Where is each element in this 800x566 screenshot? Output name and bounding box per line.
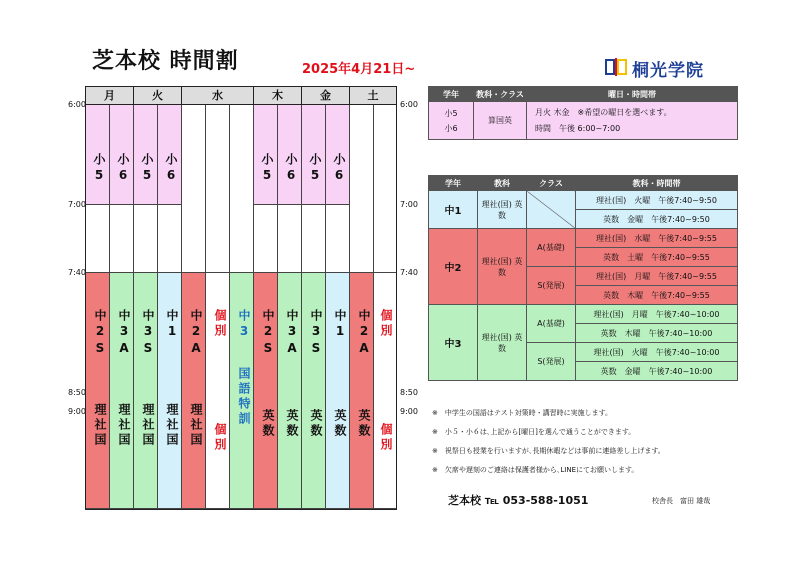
header-grade: 学年 [429, 87, 474, 102]
grade-chu3: 中3 [429, 305, 478, 381]
class-sat-1: 中2A 英数 [350, 273, 374, 509]
class-fri-1: 中3S 英数 [302, 273, 326, 509]
schedule-row: 理社(国) 水曜 午後7:40~9:55 [576, 229, 738, 248]
class-thu-2: 中3A 英数 [278, 273, 302, 509]
book-logo-icon [604, 56, 628, 78]
note-item: ※ 欠席や遅刻のご連絡は保護者様から､LINEにてお願いします。 [432, 466, 639, 474]
subject-chu2: 理社(国) 英数 [478, 229, 527, 305]
class-blank [527, 191, 576, 229]
empty-cell [254, 205, 278, 273]
subject-chu3: 理社(国) 英数 [478, 305, 527, 381]
class-tue-1: 中3S 理社国 [134, 273, 158, 509]
schedule-row: 英数 金曜 午後7:40~9:50 [576, 210, 738, 229]
empty-cell [350, 105, 374, 273]
elem-thu-2: 小6 [278, 105, 302, 205]
time-label-8-50: 8:50 [68, 388, 86, 397]
header-subject-class: 教科・クラス [474, 87, 527, 102]
day-header-fri: 金 [302, 87, 350, 105]
class-wed-1: 中2A 理社国 [182, 273, 206, 509]
day-header-sat: 土 [350, 87, 396, 105]
elem-thu-1: 小5 [254, 105, 278, 205]
logo-text: 桐光学院 [632, 61, 704, 81]
empty-cell [134, 205, 158, 273]
time-label-8-50: 8:50 [400, 388, 418, 397]
empty-cell [374, 105, 396, 273]
class-tue-2: 中1 理社国 [158, 273, 182, 509]
subject-chu1: 理社(国) 英数 [478, 191, 527, 229]
header-day-time: 曜日・時間帯 [527, 87, 738, 102]
grade-cell: 小5 小6 [429, 102, 474, 140]
class-a-basic: A(基礎) [527, 305, 576, 343]
day-header-tue: 火 [134, 87, 182, 105]
elem-tue-2: 小6 [158, 105, 182, 205]
empty-cell [230, 105, 254, 273]
note-item: ※ 中学生の国語はテスト対策時・講習時に実施します。 [432, 409, 613, 417]
note-item: ※ 小５・小６は､上記から[曜日]を選んで通うことができます。 [432, 428, 636, 436]
class-thu-1: 中2S 英数 [254, 273, 278, 509]
empty-cell [302, 205, 326, 273]
schedule-row: 理社(国) 火曜 午後7:40~9:50 [576, 191, 738, 210]
time-label-7-40: 7:40 [400, 268, 418, 277]
weekly-timetable [85, 86, 397, 510]
day-header-wed: 水 [182, 87, 254, 105]
contact-info: 芝本校 ℡ 053-588-1051 [448, 494, 589, 507]
empty-cell [206, 105, 230, 273]
elem-fri-2: 小6 [326, 105, 350, 205]
header-subject: 教科 [478, 176, 527, 191]
class-s-advanced: S(発展) [527, 343, 576, 381]
subject-cell: 算国英 [474, 102, 527, 140]
class-mon-2: 中3A 理社国 [110, 273, 134, 509]
middle-school-schedule-table [428, 175, 738, 381]
empty-cell [86, 205, 110, 273]
class-wed-3: 中3 国語特訓 [230, 273, 254, 509]
grade-chu1: 中1 [429, 191, 478, 229]
class-sat-2: 個別 個別 [374, 273, 396, 509]
principal-name: 校舎長 富田 雄哉 [652, 497, 711, 505]
elem-mon-2: 小6 [110, 105, 134, 205]
schedule-row: 理社(国) 月曜 午後7:40~9:55 [576, 267, 738, 286]
empty-cell [182, 105, 206, 273]
school-logo [604, 54, 732, 80]
header-subject-time: 教科・時間帯 [576, 176, 738, 191]
class-wed-2: 個別 個別 [206, 273, 230, 509]
schedule-row: 理社(国) 火曜 午後7:40~10:00 [576, 343, 738, 362]
class-fri-2: 中1 英数 [326, 273, 350, 509]
elem-fri-1: 小5 [302, 105, 326, 205]
time-label-7-00: 7:00 [68, 200, 86, 209]
elem-tue-1: 小5 [134, 105, 158, 205]
day-time-cell: 月火 木金 ※希望の曜日を選べます。 時間 午後 6:00~7:00 [527, 102, 738, 140]
class-a-basic: A(基礎) [527, 229, 576, 267]
day-header-mon: 月 [86, 87, 134, 105]
empty-cell [110, 205, 134, 273]
time-label-6-00: 6:00 [68, 100, 86, 109]
day-header-thu: 木 [254, 87, 302, 105]
schedule-row: 理社(国) 月曜 午後7:40~10:00 [576, 305, 738, 324]
time-label-9-00: 9:00 [400, 407, 418, 416]
notes-list [432, 404, 665, 480]
schedule-row: 英数 木曜 午後7:40~9:55 [576, 286, 738, 305]
elem-mon-1: 小5 [86, 105, 110, 205]
empty-cell [158, 205, 182, 273]
class-mon-1: 中2S 理社国 [86, 273, 110, 509]
page-title: 芝本校 時間割 [92, 49, 239, 74]
empty-cell [278, 205, 302, 273]
elementary-schedule-table [428, 86, 738, 140]
note-item: ※ 祝祭日も授業を行いますが､長期休暇などは事前に連絡差し上げます。 [432, 447, 665, 455]
time-label-7-00: 7:00 [400, 200, 418, 209]
schedule-row: 英数 土曜 午後7:40~9:55 [576, 248, 738, 267]
header-class: クラス [527, 176, 576, 191]
header-grade: 学年 [429, 176, 478, 191]
grade-chu2: 中2 [429, 229, 478, 305]
effective-date: 2025年4月21日~ [302, 62, 416, 77]
schedule-row: 英数 木曜 午後7:40~10:00 [576, 324, 738, 343]
time-label-9-00: 9:00 [68, 407, 86, 416]
time-label-6-00: 6:00 [400, 100, 418, 109]
schedule-row: 英数 金曜 午後7:40~10:00 [576, 362, 738, 381]
empty-cell [326, 205, 350, 273]
time-label-7-40: 7:40 [68, 268, 86, 277]
class-s-advanced: S(発展) [527, 267, 576, 305]
